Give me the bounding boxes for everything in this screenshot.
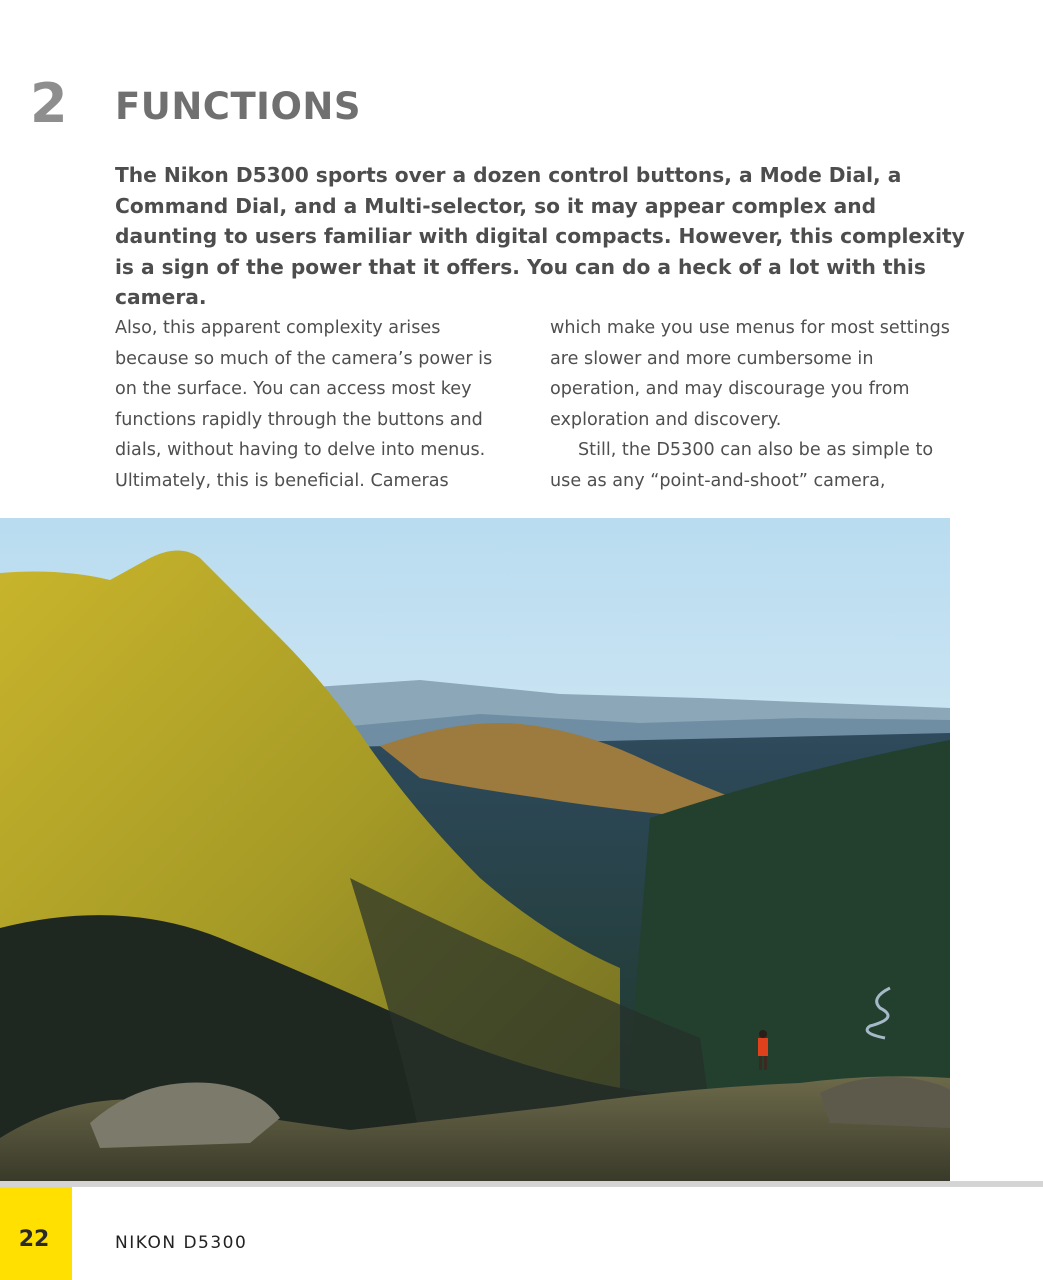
landscape-photo: [0, 518, 950, 1181]
body-column-left: [115, 313, 515, 496]
chapter-title: FUNCTIONS: [115, 85, 362, 128]
body-paragraph-left: Also, this apparent complexity arises because so much of the camera’s power is on the surface. You can access most key functions rapidly through the buttons and dials, without having to delve into menus. Ultimately, this is beneficial. Cameras: [115, 318, 493, 491]
chapter-number: 2: [30, 72, 66, 135]
body-paragraph-right-1: which make you use menus for most settings are slower and more cumbersome in operation, and may discourage you from exploration and discovery.: [550, 318, 950, 430]
intro-paragraph: The Nikon D5300 sports over a dozen control buttons, a Mode Dial, a Command Dial, and a Multi-selector, so it may appear complex and daunting to users familiar with digital compacts. However, this complexity is a sign of the power that it offers. You can do a heck of a lot with this camera.: [115, 163, 965, 309]
landscape-illustration: [0, 518, 950, 1181]
body-column-right: [550, 313, 960, 496]
footer-rule: [0, 1181, 1043, 1187]
body-paragraph-right-2: Still, the D5300 can also be as simple to use as any “point-and-shoot” camera,: [550, 440, 934, 491]
running-title: NIKON D5300: [115, 1233, 248, 1253]
page-number: 22: [18, 1227, 50, 1252]
